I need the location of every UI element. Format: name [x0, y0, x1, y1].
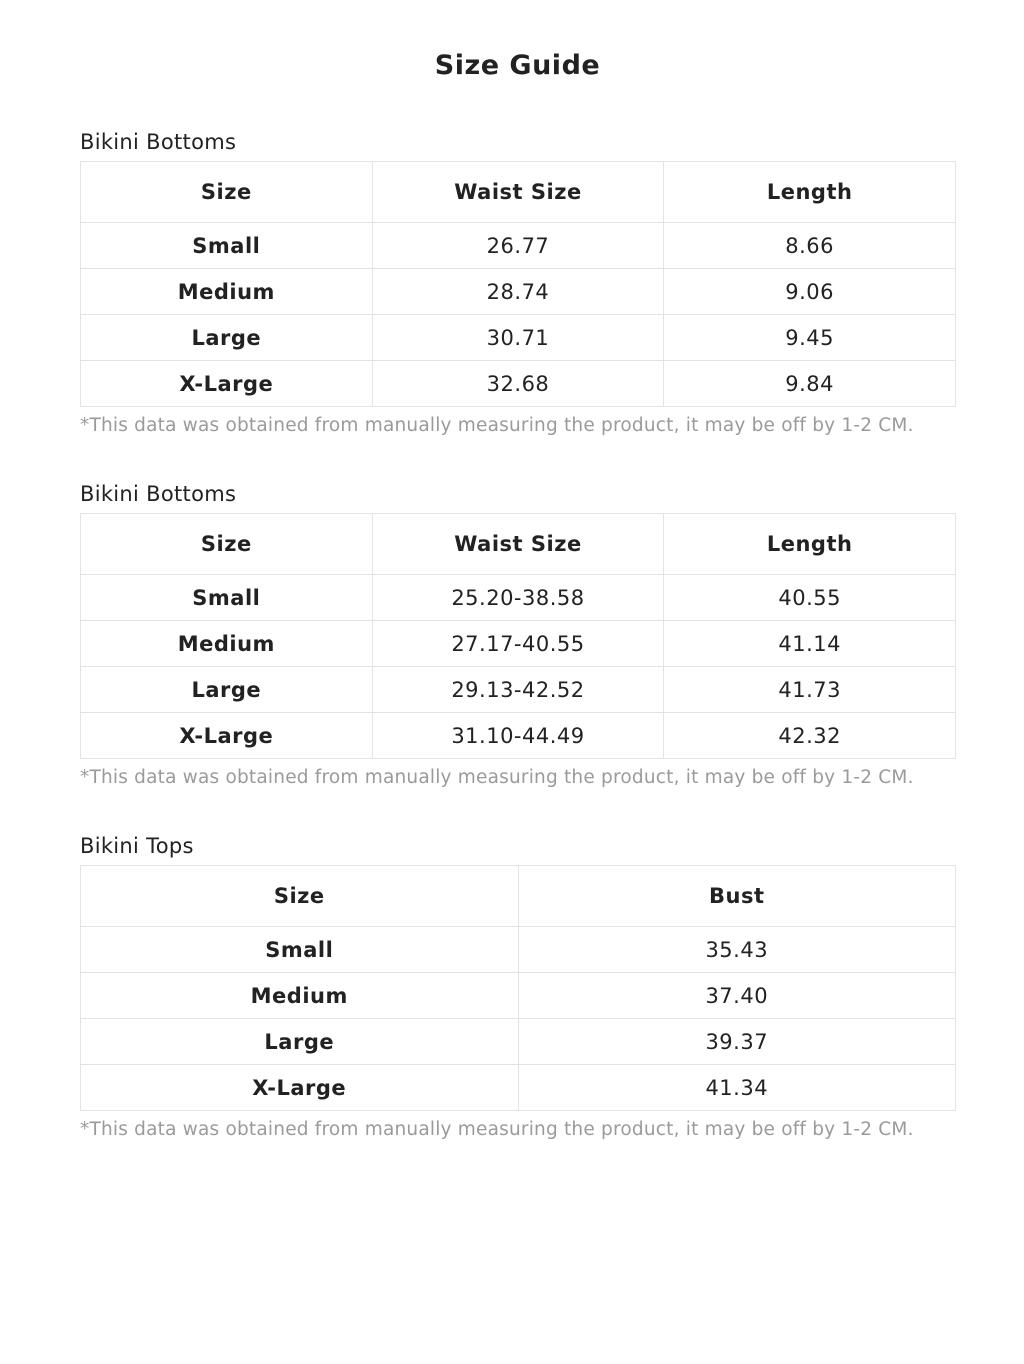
size-cell: Large: [81, 1019, 519, 1065]
column-header-waist-size: Waist Size: [372, 514, 664, 575]
size-cell: Medium: [81, 269, 373, 315]
waist-size-cell: 28.74: [372, 269, 664, 315]
size-cell: Small: [81, 223, 373, 269]
length-cell: 42.32: [664, 713, 956, 759]
table-row: [81, 361, 956, 407]
table-header-row: [81, 866, 956, 927]
size-table: [80, 865, 956, 1111]
waist-size-cell: 27.17-40.55: [372, 621, 664, 667]
measurement-note: *This data was obtained from manually measuring the product, it may be off by 1-2 CM.: [80, 415, 914, 436]
column-header-bust: Bust: [518, 866, 956, 927]
waist-size-cell: 29.13-42.52: [372, 667, 664, 713]
size-table: [80, 161, 956, 407]
length-cell: 9.06: [664, 269, 956, 315]
waist-size-cell: 30.71: [372, 315, 664, 361]
column-header-size: Size: [81, 162, 373, 223]
length-cell: 40.55: [664, 575, 956, 621]
table-row: [81, 1065, 956, 1111]
size-cell: Large: [81, 667, 373, 713]
size-cell: Medium: [81, 621, 373, 667]
size-section-bikini-bottoms-1: [80, 127, 956, 436]
table-row: [81, 973, 956, 1019]
bust-cell: 41.34: [518, 1065, 956, 1111]
measurement-note: *This data was obtained from manually measuring the product, it may be off by 1-2 CM.: [80, 1119, 914, 1140]
bust-cell: 39.37: [518, 1019, 956, 1065]
table-row: [81, 269, 956, 315]
column-header-length: Length: [664, 514, 956, 575]
table-row: [81, 575, 956, 621]
table-row: [81, 621, 956, 667]
table-row: [81, 1019, 956, 1065]
size-section-bikini-bottoms-2: [80, 479, 956, 788]
table-row: [81, 667, 956, 713]
measurement-note: *This data was obtained from manually measuring the product, it may be off by 1-2 CM.: [80, 767, 914, 788]
size-cell: Small: [81, 575, 373, 621]
column-header-size: Size: [81, 514, 373, 575]
column-header-size: Size: [81, 866, 519, 927]
page-title: Size Guide: [434, 50, 601, 81]
section-title: Bikini Tops: [80, 834, 194, 858]
table-row: [81, 223, 956, 269]
table-header-row: [81, 162, 956, 223]
waist-size-cell: 25.20-38.58: [372, 575, 664, 621]
size-cell: Small: [81, 927, 519, 973]
column-header-length: Length: [664, 162, 956, 223]
length-cell: 8.66: [664, 223, 956, 269]
length-cell: 41.73: [664, 667, 956, 713]
waist-size-cell: 31.10-44.49: [372, 713, 664, 759]
column-header-waist-size: Waist Size: [372, 162, 664, 223]
section-title: Bikini Bottoms: [80, 482, 237, 506]
length-cell: 41.14: [664, 621, 956, 667]
size-table: [80, 513, 956, 759]
waist-size-cell: 26.77: [372, 223, 664, 269]
table-row: [81, 713, 956, 759]
section-title: Bikini Bottoms: [80, 130, 237, 154]
size-cell: X-Large: [81, 1065, 519, 1111]
length-cell: 9.84: [664, 361, 956, 407]
table-header-row: [81, 514, 956, 575]
bust-cell: 35.43: [518, 927, 956, 973]
length-cell: 9.45: [664, 315, 956, 361]
size-cell: Medium: [81, 973, 519, 1019]
size-cell: Large: [81, 315, 373, 361]
table-row: [81, 315, 956, 361]
size-cell: X-Large: [81, 361, 373, 407]
table-row: [81, 927, 956, 973]
bust-cell: 37.40: [518, 973, 956, 1019]
size-cell: X-Large: [81, 713, 373, 759]
size-section-bikini-tops: [80, 831, 956, 1140]
waist-size-cell: 32.68: [372, 361, 664, 407]
